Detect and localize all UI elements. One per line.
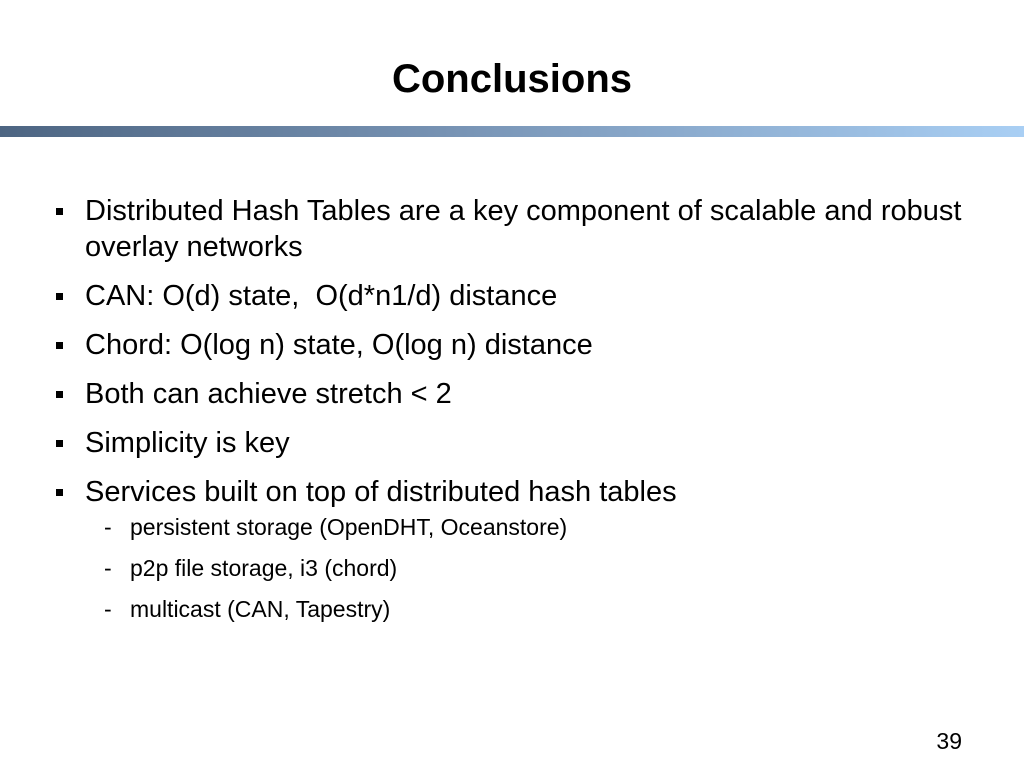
sub-bullet-text: persistent storage (OpenDHT, Oceanstore): [130, 514, 568, 540]
sub-bullet-text: multicast (CAN, Tapestry): [130, 596, 391, 622]
sub-bullet-text: p2p file storage, i3 (chord): [130, 555, 398, 581]
bullet-item: [56, 376, 976, 412]
sub-bullet-item: [85, 595, 976, 623]
title-underline-bar: [0, 126, 1024, 137]
sub-bullet-item: [85, 513, 976, 541]
slide-title: Conclusions: [391, 57, 633, 101]
bullet-text: Simplicity is key: [85, 427, 290, 459]
bullet-text: Distributed Hash Tables are a key component of scalable and robust overlay networks: [85, 195, 962, 263]
bullet-item: [56, 327, 976, 363]
dash-bullet-icon: -: [104, 555, 112, 581]
bullet-item: [56, 474, 976, 623]
bullet-item: [56, 193, 976, 265]
bullet-text: Both can achieve stretch < 2: [85, 378, 452, 410]
dash-bullet-icon: -: [104, 596, 112, 622]
square-bullet-icon: [56, 489, 63, 496]
bullet-text: CAN: O(d) state, O(d*n1/d) distance: [85, 280, 558, 312]
square-bullet-icon: [56, 208, 63, 215]
bullet-text: Chord: O(log n) state, O(log n) distance: [85, 329, 593, 361]
square-bullet-icon: [56, 440, 63, 447]
dash-bullet-icon: -: [104, 514, 112, 540]
sub-bullet-item: [85, 554, 976, 582]
square-bullet-icon: [56, 342, 63, 349]
square-bullet-icon: [56, 293, 63, 300]
bullet-item: [56, 278, 976, 314]
bullet-list: [56, 193, 976, 636]
bullet-text: Services built on top of distributed hash tables: [85, 476, 677, 508]
page-number: 39: [936, 728, 962, 754]
bullet-item: [56, 425, 976, 461]
square-bullet-icon: [56, 391, 63, 398]
sub-bullet-list: [85, 513, 976, 623]
